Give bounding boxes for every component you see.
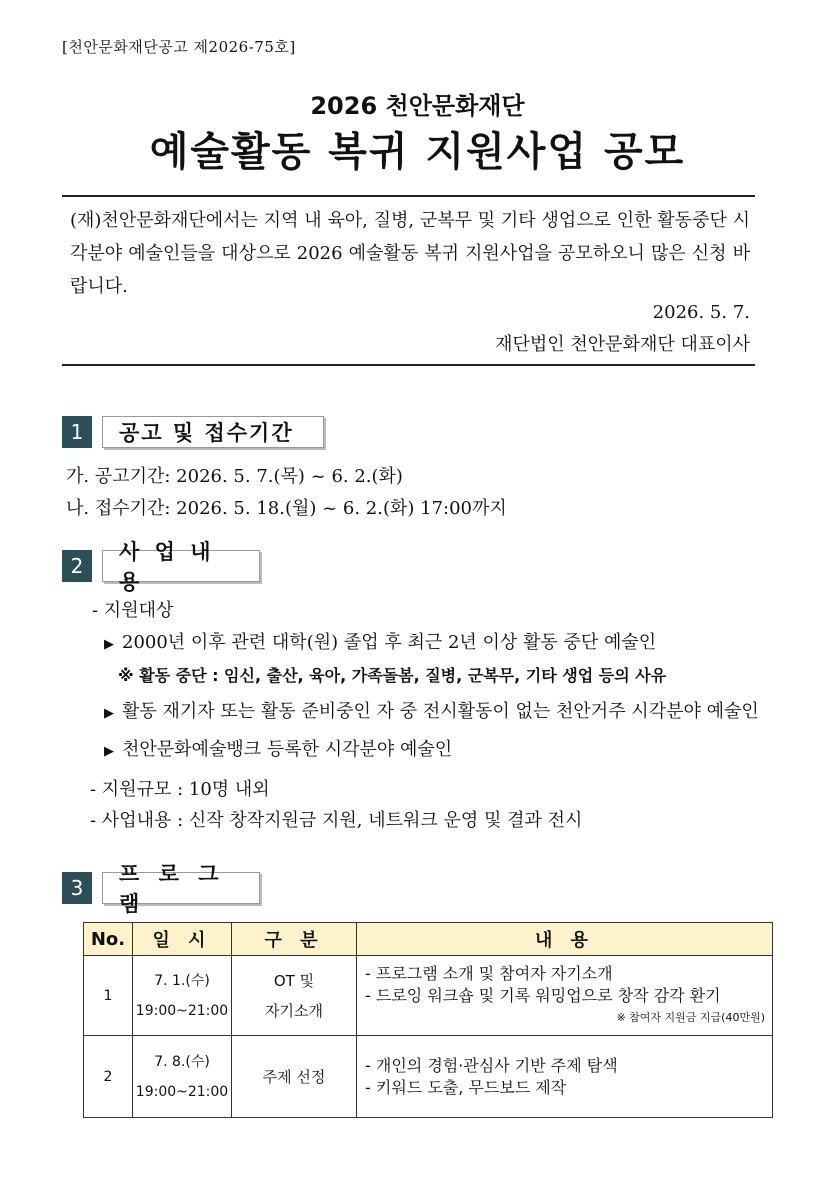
row-date: 7. 1.(수): [154, 972, 210, 989]
row-content-line-1: - 개인의 경험·관심사 기반 주제 탐색: [365, 1055, 618, 1075]
section-1-title: 공고 및 접수기간: [102, 416, 324, 448]
notice-date: 2026. 5. 7.: [652, 302, 750, 323]
row-type-line-1: OT 및: [273, 971, 315, 990]
header-content: 내 용: [357, 923, 773, 956]
title-year-org: 2026 천안문화재단: [310, 92, 525, 120]
target-item-3: ▶ 천안문화예술뱅크 등록한 시각분야 예술인: [104, 739, 453, 760]
row-time: 19:00~21:00: [135, 1002, 229, 1019]
table-row: [84, 1036, 773, 1118]
page-title: 예술활동 복귀 지원사업 공모: [149, 129, 686, 175]
triangle-right-icon: ▶: [104, 637, 114, 652]
section-3-title: 프 로 그 램: [102, 872, 260, 904]
row-content-line-2: - 드로잉 워크숍 및 기록 워밍업으로 창작 감각 환기: [365, 985, 721, 1005]
triangle-right-icon: ▶: [104, 706, 114, 721]
target-item-1: ▶ 2000년 이후 관련 대학(원) 졸업 후 최근 2년 이상 활동 중단 예술인: [104, 632, 657, 653]
row-type-line-2: 자기소개: [265, 1001, 323, 1020]
row-no: 2: [84, 1036, 133, 1118]
row-content-line-1: - 프로그램 소개 및 참여자 자기소개: [365, 963, 613, 983]
header-no: No.: [84, 923, 133, 956]
target-label: - 지원대상: [92, 600, 174, 621]
signer: 재단법인 천안문화재단 대표이사: [495, 334, 750, 355]
section-2-number: 2: [62, 550, 92, 582]
row-time: 19:00~21:00: [135, 1083, 229, 1100]
bottom-divider: [62, 364, 755, 366]
row-content-note: ※ 참여자 지원금 지급(40만원): [616, 1010, 765, 1024]
row-date: 7. 8.(수): [154, 1053, 210, 1070]
support-scale: - 지원규모 : 10명 내외: [90, 779, 270, 800]
triangle-right-icon: ▶: [104, 744, 114, 759]
project-content: - 사업내용 : 신작 창작지원금 지원, 네트워크 운영 및 결과 전시: [90, 810, 583, 831]
target-item-1-note: ※ 활동 중단 : 임신, 출산, 육아, 가족돌봄, 질병, 군복무, 기타 생업 등의 사유: [118, 666, 667, 685]
row-no: 1: [84, 956, 133, 1036]
header-date: 일 시: [133, 923, 232, 956]
row-datetime: [133, 956, 232, 1036]
notice-number: [천안문화재단공고 제2026-75호]: [62, 38, 296, 56]
row-datetime: [133, 1036, 232, 1118]
section-2-title: 사 업 내 용: [102, 550, 260, 582]
row-content-line-2: - 키워드 도출, 무드보드 제작: [365, 1077, 567, 1097]
header-type: 구 분: [232, 923, 357, 956]
application-period: 나. 접수기간: 2026. 5. 18.(월) ~ 6. 2.(화) 17:00까지: [66, 498, 507, 519]
top-divider: [62, 195, 755, 197]
row-type: [232, 956, 357, 1036]
table-header-row: [84, 923, 773, 956]
section-3-number: 3: [62, 872, 92, 904]
row-content: [357, 956, 773, 1036]
target-item-2: ▶ 활동 재기자 또는 활동 준비중인 자 중 전시활동이 없는 천안거주 시각분야 예술인: [104, 701, 759, 722]
section-1-number: 1: [62, 416, 92, 448]
row-type: 주제 선정: [232, 1036, 357, 1118]
intro-text: (재)천안문화재단에서는 지역 내 육아, 질병, 군복무 및 기타 생업으로 인한 활동중단 시각분야 예술인들을 대상으로 2026 예술활동 복귀 지원사업을 공모하오니 많은 신청 바랍니다.: [70, 210, 750, 297]
table-row: [84, 956, 773, 1036]
row-content: [357, 1036, 773, 1118]
program-table: [83, 922, 773, 1118]
announcement-period: 가. 공고기간: 2026. 5. 7.(목) ~ 6. 2.(화): [66, 466, 403, 487]
